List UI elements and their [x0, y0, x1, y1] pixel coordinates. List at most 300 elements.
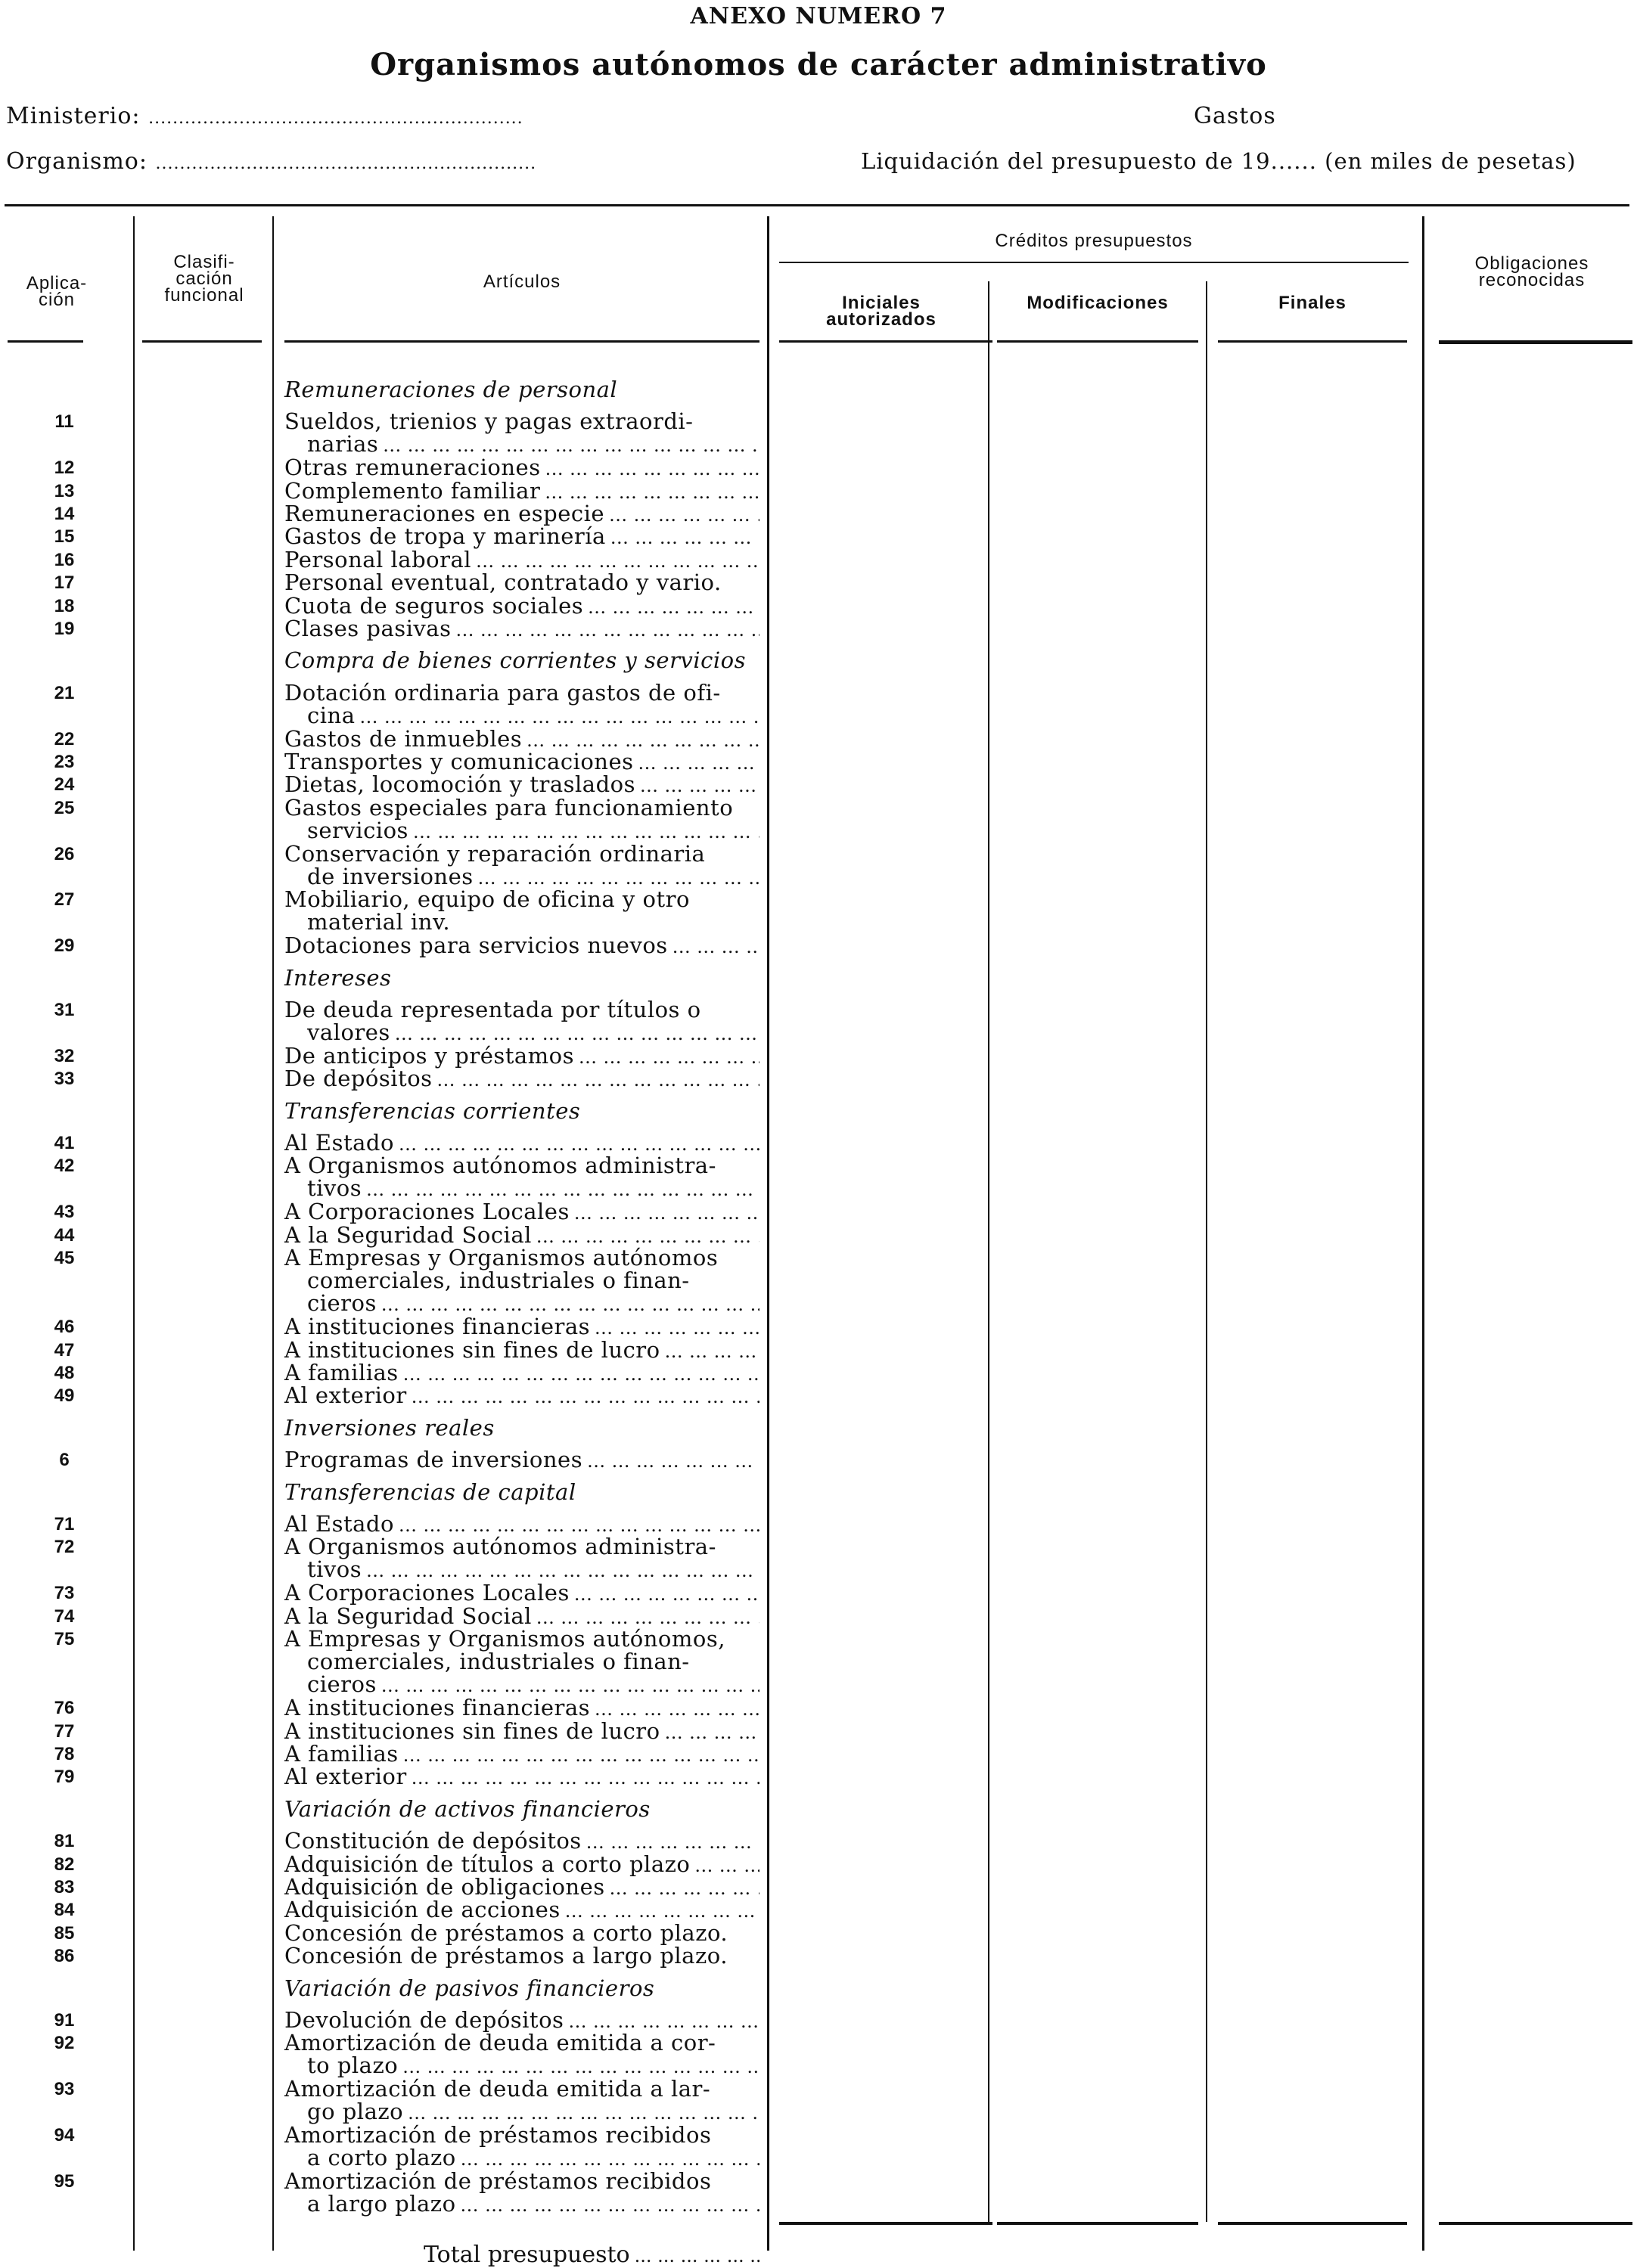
article-line — [284, 433, 759, 457]
article-text: comerciales, industriales o finan- — [307, 1267, 690, 1293]
row-number: 6 — [59, 1450, 70, 1471]
article-line — [284, 1269, 759, 1292]
article-line — [284, 1898, 759, 1922]
col-obligaciones: Obligaciones reconocidas — [1474, 253, 1589, 290]
article-entry — [284, 571, 759, 594]
dot-leader — [665, 1339, 759, 1363]
column-divider-4 — [988, 281, 989, 2222]
dot-leader — [366, 1177, 759, 1201]
article-entry — [284, 842, 759, 889]
article-entry — [284, 1221, 759, 1248]
row-number: 48 — [54, 1363, 75, 1383]
dot-leader — [595, 1315, 759, 1339]
article-entry — [284, 479, 759, 504]
row-number: 12 — [54, 458, 75, 479]
article-line — [284, 548, 759, 572]
row-number: 25 — [54, 797, 75, 818]
article-line — [284, 1696, 759, 1720]
article-line — [284, 1513, 759, 1537]
col-finales: Finales — [1278, 293, 1347, 313]
col-clasificacion: Clasifi- cación funcional — [164, 252, 244, 306]
section-heading: Transferencias de capital — [284, 1478, 576, 1505]
article-text: Amortización de préstamos recibidos — [284, 2122, 712, 2148]
header-rule-articulos — [284, 340, 759, 343]
article-text: Personal eventual, contratado y vario. — [284, 569, 722, 596]
article-line — [284, 1853, 759, 1877]
total-row — [424, 2242, 759, 2268]
article-line — [284, 1177, 759, 1201]
article-entry — [284, 456, 759, 480]
section-heading: Transferencias corrientes — [284, 1097, 581, 1124]
article-entry — [284, 502, 759, 526]
row-number: 94 — [54, 2125, 75, 2145]
article-entry — [284, 750, 759, 774]
article-line — [284, 2009, 759, 2033]
row-number: 23 — [54, 752, 75, 772]
row-number: 18 — [54, 595, 75, 616]
row-number: 45 — [54, 1248, 75, 1268]
header-rule-iniciales — [779, 340, 992, 343]
article-text: De depósitos — [284, 1066, 433, 1092]
article-text: Amortización de préstamos recibidos — [284, 2167, 712, 2194]
dot-leader — [461, 2146, 759, 2170]
article-text: servicios — [307, 817, 408, 843]
article-text: Clases pasivas — [284, 616, 452, 641]
article-text: Al Estado — [284, 1130, 394, 1156]
article-line — [284, 681, 759, 704]
annex-number: ANEXO NUMERO 7 — [690, 3, 947, 29]
dot-leader — [610, 1876, 759, 1900]
row-number: 85 — [54, 1922, 75, 1944]
article-line — [284, 819, 759, 843]
dot-leader — [476, 548, 759, 572]
article-text: cina — [307, 702, 356, 728]
article-entry — [284, 681, 759, 728]
dot-leader — [640, 773, 759, 797]
article-line — [284, 479, 759, 504]
document-title: Organismos autónomos de carácter administrativo — [370, 47, 1267, 82]
article-line — [284, 2077, 759, 2100]
row-number: 24 — [54, 774, 75, 796]
article-line — [284, 2124, 759, 2146]
dot-leader — [399, 1131, 759, 1156]
table-top-rule — [5, 204, 1629, 206]
header-rule-aplicacion — [8, 340, 83, 343]
article-line — [284, 1336, 759, 1363]
dot-leader — [399, 1513, 759, 1537]
article-entry — [284, 1044, 759, 1069]
total-leader — [635, 2242, 759, 2268]
header-rule-finales — [1218, 340, 1407, 343]
dot-leader — [609, 502, 759, 526]
row-number: 74 — [54, 1606, 75, 1627]
col-modificaciones: Modificaciones — [1027, 293, 1169, 313]
section-heading: Remuneraciones de personal — [284, 377, 618, 402]
article-text: Dotación ordinaria para gastos de ofi- — [284, 679, 721, 706]
bottom-rule-obligaciones — [1439, 2222, 1632, 2225]
row-number: 76 — [54, 1698, 75, 1719]
article-text: Mobiliario, equipo de oficina y otro — [284, 886, 690, 913]
article-text: Adquisición de obligaciones — [284, 1874, 605, 1900]
row-number: 29 — [54, 935, 75, 957]
dot-leader — [408, 2100, 759, 2124]
row-number: 27 — [54, 889, 75, 911]
dot-leader — [536, 1224, 759, 1248]
article-line — [284, 1067, 759, 1091]
article-text: A Empresas y Organismos autónomos, — [284, 1626, 725, 1652]
dot-leader — [381, 1673, 759, 1697]
row-number: 83 — [54, 1877, 75, 1897]
header-rule-clasificacion — [142, 340, 262, 343]
article-line — [284, 2192, 759, 2217]
dot-leader — [574, 1581, 759, 1606]
column-divider-6 — [1422, 216, 1424, 2251]
dot-leader — [381, 1292, 759, 1316]
total-label: Total presupuesto — [424, 2242, 630, 2268]
dot-leader — [402, 2054, 759, 2078]
article-text: a largo plazo — [307, 2190, 456, 2217]
article-line — [284, 2146, 759, 2170]
article-entry — [284, 1742, 759, 1767]
dot-leader — [461, 2192, 759, 2217]
row-number: 26 — [54, 843, 75, 864]
article-text: A familias — [284, 1741, 399, 1767]
row-number: 92 — [54, 2033, 75, 2054]
article-text: Gastos especiales para funcionamiento — [284, 794, 734, 821]
article-line — [284, 1829, 759, 1854]
article-text: Conservación y reparación ordinaria — [284, 840, 706, 867]
row-number: 82 — [54, 1854, 75, 1875]
article-line — [284, 1558, 759, 1582]
article-entry — [284, 725, 759, 752]
article-entry — [284, 1246, 759, 1316]
row-number: 32 — [54, 1045, 75, 1066]
article-text: A la Seguridad Social — [284, 1602, 532, 1629]
article-text: Otras remuneraciones — [284, 455, 541, 481]
article-text: Complemento familiar — [284, 477, 541, 504]
col-creditos: Créditos presupuestos — [995, 231, 1193, 251]
article-text: to plazo — [307, 2052, 399, 2079]
row-number: 11 — [54, 411, 74, 433]
row-number: 42 — [54, 1156, 75, 1177]
dot-leader — [586, 1829, 759, 1854]
article-text: Transportes y comunicaciones — [284, 749, 634, 774]
bottom-rule-iniciales — [779, 2222, 992, 2225]
article-text: A Corporaciones Locales — [284, 1580, 570, 1606]
article-text: Personal laboral — [284, 546, 472, 572]
article-entry — [284, 1853, 759, 1877]
article-entry — [284, 1696, 759, 1720]
article-text: A instituciones sin fines de lucro — [284, 1717, 660, 1744]
article-line — [284, 1742, 759, 1767]
dot-leader — [665, 1720, 759, 1744]
article-entry — [284, 1200, 759, 1224]
article-line — [284, 1717, 759, 1744]
article-text: tivos — [307, 1556, 362, 1583]
dot-leader — [366, 1558, 759, 1582]
dot-leader — [383, 433, 759, 457]
article-text: Dotaciones para servicios nuevos — [284, 932, 668, 959]
article-text: Cuota de seguros sociales — [284, 592, 584, 619]
article-entry — [284, 1717, 759, 1744]
article-line — [284, 502, 759, 526]
article-entry — [284, 548, 759, 572]
article-text: A Corporaciones Locales — [284, 1199, 570, 1225]
dot-leader — [455, 617, 759, 641]
col-aplicacion: Aplica- ción — [26, 273, 88, 310]
article-text: valores — [307, 1019, 390, 1045]
article-line — [284, 1384, 759, 1408]
article-line — [284, 571, 759, 594]
dot-leader — [565, 1898, 759, 1922]
dot-leader — [587, 1448, 759, 1472]
gastos-label: Gastos — [1194, 103, 1276, 129]
article-line — [284, 750, 759, 774]
section-heading: Variación de activos financieros — [284, 1795, 651, 1822]
organismo-label: Organismo: — [6, 148, 148, 175]
dot-leader — [437, 1067, 759, 1091]
article-entry — [284, 1898, 759, 1922]
article-entry — [284, 1067, 759, 1091]
article-entry — [284, 594, 759, 619]
ministerio-field — [6, 103, 523, 129]
dot-leader — [595, 1696, 759, 1720]
column-divider-1 — [133, 216, 135, 2251]
article-line — [284, 1673, 759, 1697]
liquidacion-label: Liquidación del presupuesto de 19...... (en miles de pesetas) — [861, 148, 1576, 174]
article-entry — [284, 796, 759, 843]
dot-leader — [673, 934, 759, 958]
section-heading: Intereses — [284, 964, 392, 991]
ministerio-dots: .............................................................. — [148, 109, 523, 128]
row-number: 15 — [54, 526, 75, 548]
article-text: go plazo — [307, 2099, 404, 2125]
dot-leader — [412, 1384, 759, 1408]
article-line — [284, 865, 759, 889]
row-number: 21 — [54, 682, 75, 703]
article-text: Dietas, locomoción y traslados — [284, 771, 635, 798]
article-line — [284, 2031, 759, 2054]
article-line — [284, 1627, 759, 1650]
article-text: Devolución de depósitos — [284, 2007, 564, 2033]
article-entry — [284, 1765, 759, 1789]
row-number: 41 — [54, 1133, 75, 1153]
article-entry — [284, 1919, 759, 1946]
article-entry — [284, 888, 759, 933]
article-text: material inv. — [307, 909, 451, 935]
dot-leader — [545, 479, 759, 504]
article-line — [284, 1535, 759, 1558]
article-text: A instituciones financieras — [284, 1314, 591, 1340]
article-line — [284, 456, 759, 480]
article-line — [284, 842, 759, 865]
article-line — [284, 1131, 759, 1156]
article-entry — [284, 1131, 759, 1156]
dot-leader — [478, 865, 759, 889]
section-heading: Variación de pasivos financieros — [284, 1975, 655, 2001]
article-entry — [284, 1336, 759, 1363]
article-line — [284, 1292, 759, 1316]
row-number: 77 — [54, 1720, 75, 1742]
article-entry — [284, 2124, 759, 2170]
row-number: 19 — [54, 619, 75, 639]
article-text: A la Seguridad Social — [284, 1221, 532, 1248]
article-line — [284, 1021, 759, 1045]
dot-leader — [568, 2009, 759, 2033]
row-number: 95 — [54, 2170, 75, 2192]
row-number: 13 — [54, 480, 75, 501]
article-entry — [284, 1535, 759, 1582]
article-line — [284, 525, 759, 549]
dot-leader — [395, 1021, 759, 1045]
dot-leader — [413, 819, 759, 843]
article-entry — [284, 525, 759, 549]
dot-leader — [403, 1361, 759, 1385]
dot-leader — [610, 525, 759, 549]
article-line — [284, 1581, 759, 1606]
row-number: 79 — [54, 1767, 75, 1788]
article-line — [284, 1876, 759, 1900]
row-number: 22 — [54, 728, 75, 749]
row-number: 14 — [54, 504, 75, 524]
article-line — [284, 888, 759, 911]
article-text: cieros — [307, 1290, 377, 1316]
section-heading: Inversiones reales — [284, 1414, 495, 1441]
row-number: 91 — [54, 2010, 75, 2031]
article-line — [284, 2054, 759, 2078]
article-text: De anticipos y préstamos — [284, 1042, 575, 1069]
row-number: 93 — [54, 2079, 75, 2100]
row-number: 84 — [54, 1900, 75, 1921]
article-entry — [284, 617, 759, 641]
article-line — [284, 1919, 759, 1946]
article-text: Adquisición de acciones — [284, 1897, 561, 1923]
article-text: comerciales, industriales o finan- — [307, 1649, 690, 1674]
dot-leader — [638, 750, 759, 774]
article-text: De deuda representada por títulos o — [284, 997, 701, 1022]
article-text: Adquisición de títulos a corto plazo — [284, 1851, 691, 1877]
row-number: 78 — [54, 1744, 75, 1764]
header-rule-obligaciones — [1439, 340, 1632, 344]
article-text: Al Estado — [284, 1511, 394, 1537]
article-entry — [284, 1829, 759, 1854]
article-entry — [284, 1602, 759, 1629]
creditos-underline — [779, 262, 1409, 263]
article-text: Constitución de depósitos — [284, 1828, 582, 1854]
article-entry — [284, 1944, 759, 1967]
row-number: 43 — [54, 1202, 75, 1223]
article-entry — [284, 1384, 759, 1408]
row-number: 16 — [54, 549, 75, 570]
article-line — [284, 2100, 759, 2124]
dot-leader — [359, 704, 759, 728]
article-entry — [284, 2009, 759, 2033]
article-entry — [284, 2167, 759, 2217]
article-line — [284, 1154, 759, 1177]
row-number: 71 — [54, 1514, 75, 1534]
article-entry — [284, 1361, 759, 1385]
row-number: 73 — [54, 1583, 75, 1604]
article-entry — [284, 773, 759, 797]
section-heading: Compra de bienes corrientes y servicios — [284, 647, 746, 674]
article-text: A instituciones financieras — [284, 1695, 591, 1721]
article-text: narias — [307, 431, 379, 458]
article-text: Gastos de inmuebles — [284, 725, 523, 752]
article-line — [284, 1650, 759, 1673]
row-number: 81 — [54, 1831, 75, 1852]
article-line — [284, 1765, 759, 1789]
article-line — [284, 1361, 759, 1385]
article-entry — [284, 1315, 759, 1339]
dot-leader — [545, 456, 759, 480]
article-text: Amortización de deuda emitida a lar- — [284, 2076, 711, 2102]
article-line — [284, 1602, 759, 1629]
article-entry — [284, 998, 759, 1045]
dot-leader — [412, 1765, 759, 1789]
article-line — [284, 1448, 759, 1472]
row-number: 86 — [54, 1946, 75, 1967]
article-text: cieros — [307, 1671, 377, 1697]
article-line — [284, 1315, 759, 1339]
article-line — [284, 2167, 759, 2194]
dot-leader — [536, 1605, 759, 1629]
article-text: Concesión de préstamos a corto plazo. — [284, 1919, 728, 1946]
article-text: A Organismos autónomos administra- — [284, 1534, 716, 1560]
article-line — [284, 1200, 759, 1224]
header-rule-modificaciones — [997, 340, 1198, 343]
article-entry — [284, 1154, 759, 1201]
article-entry — [284, 1448, 759, 1472]
article-text: Amortización de deuda emitida a cor- — [284, 2030, 716, 2056]
dot-leader — [403, 1742, 759, 1767]
article-entry — [284, 2031, 759, 2078]
article-line — [284, 725, 759, 752]
article-line — [284, 796, 759, 819]
article-line — [284, 934, 759, 958]
article-text: Al exterior — [284, 1382, 407, 1409]
article-entry — [284, 1627, 759, 1697]
column-divider-2 — [272, 216, 274, 2251]
column-divider-5 — [1206, 281, 1207, 2222]
article-line — [284, 617, 759, 641]
article-line — [284, 410, 759, 433]
article-entry — [284, 934, 759, 958]
article-text: Sueldos, trienios y pagas extraordi- — [284, 408, 694, 435]
organismo-field — [6, 148, 536, 175]
article-entry — [284, 1876, 759, 1900]
row-number: 72 — [54, 1537, 75, 1558]
row-number: 17 — [54, 572, 75, 594]
article-line — [284, 1221, 759, 1248]
article-text: Remuneraciones en especie — [284, 501, 605, 526]
article-text: A Organismos autónomos administra- — [284, 1153, 716, 1179]
col-articulos: Artículos — [483, 271, 561, 292]
col-iniciales: Iniciales autorizados — [826, 293, 937, 330]
article-line — [284, 1044, 759, 1069]
article-text: A familias — [284, 1360, 399, 1385]
article-entry — [284, 2077, 759, 2124]
dot-leader — [694, 1853, 759, 1877]
dot-leader — [574, 1200, 759, 1224]
dot-leader — [579, 1044, 759, 1069]
article-text: Programas de inversiones — [284, 1447, 583, 1473]
article-line — [284, 773, 759, 797]
row-number: 47 — [54, 1339, 75, 1360]
article-line — [284, 998, 759, 1021]
row-number: 46 — [54, 1317, 75, 1338]
row-number: 75 — [54, 1629, 75, 1649]
article-text: Al exterior — [284, 1764, 407, 1790]
